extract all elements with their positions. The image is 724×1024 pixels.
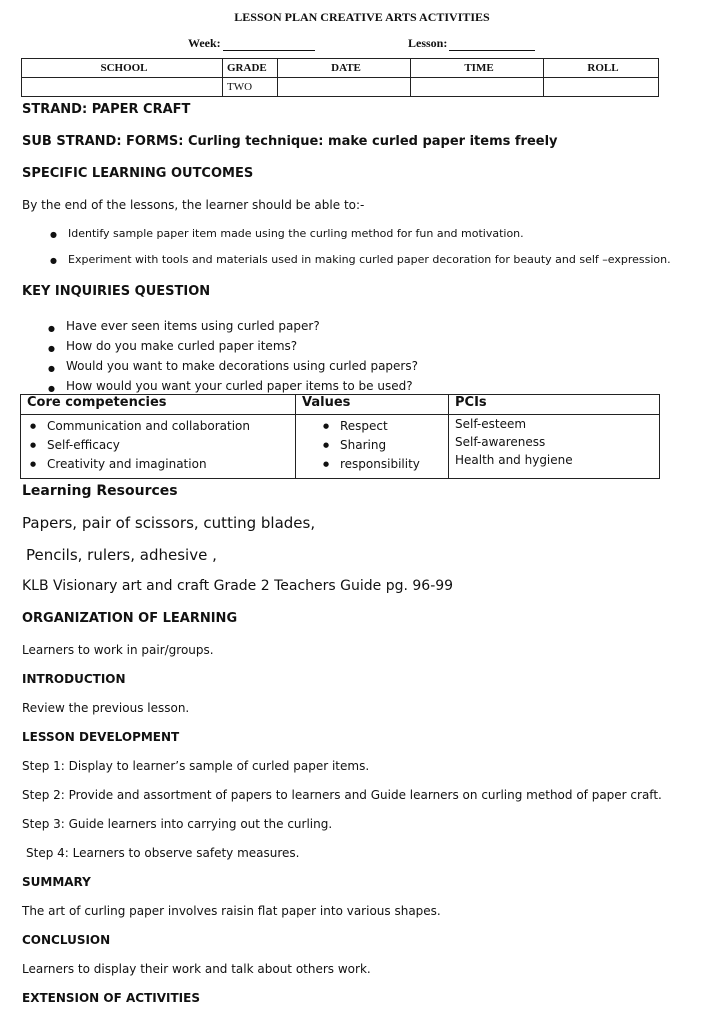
development-step: Step 4: Learners to observe safety measures. xyxy=(26,846,300,860)
week-field xyxy=(188,36,315,51)
extension-heading: EXTENSION OF ACTIVITIES xyxy=(22,991,200,1005)
roll-value xyxy=(544,78,659,97)
list-item: ● Experiment with tools and materials used in making curled paper decoration for beauty and self –expression. xyxy=(46,253,671,266)
resources-line: Papers, pair of scissors, cutting blades, xyxy=(22,514,316,532)
organization-heading: ORGANIZATION OF LEARNING xyxy=(22,611,238,626)
lesson-label: Lesson: xyxy=(408,36,448,50)
week-blank xyxy=(223,38,315,51)
list-item: ● Sharing xyxy=(320,436,448,455)
list-item: ● Self-efficacy xyxy=(27,436,295,455)
list-item: ● How do you make curled paper items? xyxy=(44,336,418,356)
organization-text: Learners to work in pair/groups. xyxy=(22,643,214,657)
development-step: Step 3: Guide learners into carrying out the curling. xyxy=(22,817,333,831)
school-value xyxy=(22,78,223,97)
lesson-field xyxy=(408,36,535,51)
roll-header: ROLL xyxy=(544,59,659,78)
competencies-header-row xyxy=(21,395,660,415)
list-item: ● Would you want to make decorations using curled papers? xyxy=(44,356,418,376)
values-header: Values xyxy=(296,395,449,415)
sub-strand-heading: SUB STRAND: FORMS: Curling technique: make curled paper items freely xyxy=(22,134,558,149)
list-item: ● Respect xyxy=(320,417,448,436)
outcomes-heading: SPECIFIC LEARNING OUTCOMES xyxy=(22,166,254,181)
document-title: LESSON PLAN CREATIVE ARTS ACTIVITIES xyxy=(234,10,490,24)
conclusion-heading: CONCLUSION xyxy=(22,933,111,947)
time-header: TIME xyxy=(411,59,544,78)
conclusion-text: Learners to display their work and talk about others work. xyxy=(22,962,371,976)
list-item: Self-esteem xyxy=(455,417,527,431)
introduction-text: Review the previous lesson. xyxy=(22,701,190,715)
outcomes-list xyxy=(46,227,671,266)
list-item: ● Have ever seen items using curled paper? xyxy=(44,316,418,336)
core-competencies-header: Core competencies xyxy=(21,395,296,415)
competencies-body-row xyxy=(21,415,660,479)
info-header-row xyxy=(22,59,659,78)
core-competencies-cell xyxy=(21,415,296,479)
development-step: Step 1: Display to learner’s sample of curled paper items. xyxy=(22,759,370,773)
strand-heading: STRAND: PAPER CRAFT xyxy=(22,102,191,117)
grade-value: TWO xyxy=(223,78,278,97)
date-header: DATE xyxy=(278,59,411,78)
inquiry-heading: KEY INQUIRIES QUESTION xyxy=(22,284,211,299)
lesson-info-table xyxy=(21,58,659,97)
inquiry-list xyxy=(44,316,418,396)
development-step: Step 2: Provide and assortment of papers to learners and Guide learners on curling method of paper craft. xyxy=(22,788,662,802)
list-item: ● Communication and collaboration xyxy=(27,417,295,436)
competencies-table xyxy=(20,394,660,479)
resources-heading: Learning Resources xyxy=(22,483,178,499)
values-cell xyxy=(296,415,449,479)
date-value xyxy=(278,78,411,97)
week-label: Week: xyxy=(188,36,221,50)
summary-heading: SUMMARY xyxy=(22,875,91,889)
time-value xyxy=(411,78,544,97)
development-heading: LESSON DEVELOPMENT xyxy=(22,730,180,744)
school-header: SCHOOL xyxy=(22,59,223,78)
introduction-heading: INTRODUCTION xyxy=(22,672,126,686)
list-item: Health and hygiene xyxy=(455,453,573,467)
summary-text: The art of curling paper involves raisin flat paper into various shapes. xyxy=(22,904,441,918)
outcomes-intro: By the end of the lessons, the learner should be able to:- xyxy=(22,198,365,212)
list-item: ● How would you want your curled paper items to be used? xyxy=(44,376,418,396)
resources-line: KLB Visionary art and craft Grade 2 Teachers Guide pg. 96-99 xyxy=(22,578,454,594)
info-value-row xyxy=(22,78,659,97)
resources-line: Pencils, rulers, adhesive , xyxy=(26,546,217,564)
list-item: Self-awareness xyxy=(455,435,546,449)
grade-header: GRADE xyxy=(223,59,278,78)
pcis-cell xyxy=(449,415,660,479)
list-item: ● responsibility xyxy=(320,455,448,474)
pcis-header: PCIs xyxy=(449,395,660,415)
lesson-blank xyxy=(449,38,535,51)
list-item: ● Creativity and imagination xyxy=(27,455,295,474)
list-item: ● Identify sample paper item made using the curling method for fun and motivation. xyxy=(46,227,671,240)
